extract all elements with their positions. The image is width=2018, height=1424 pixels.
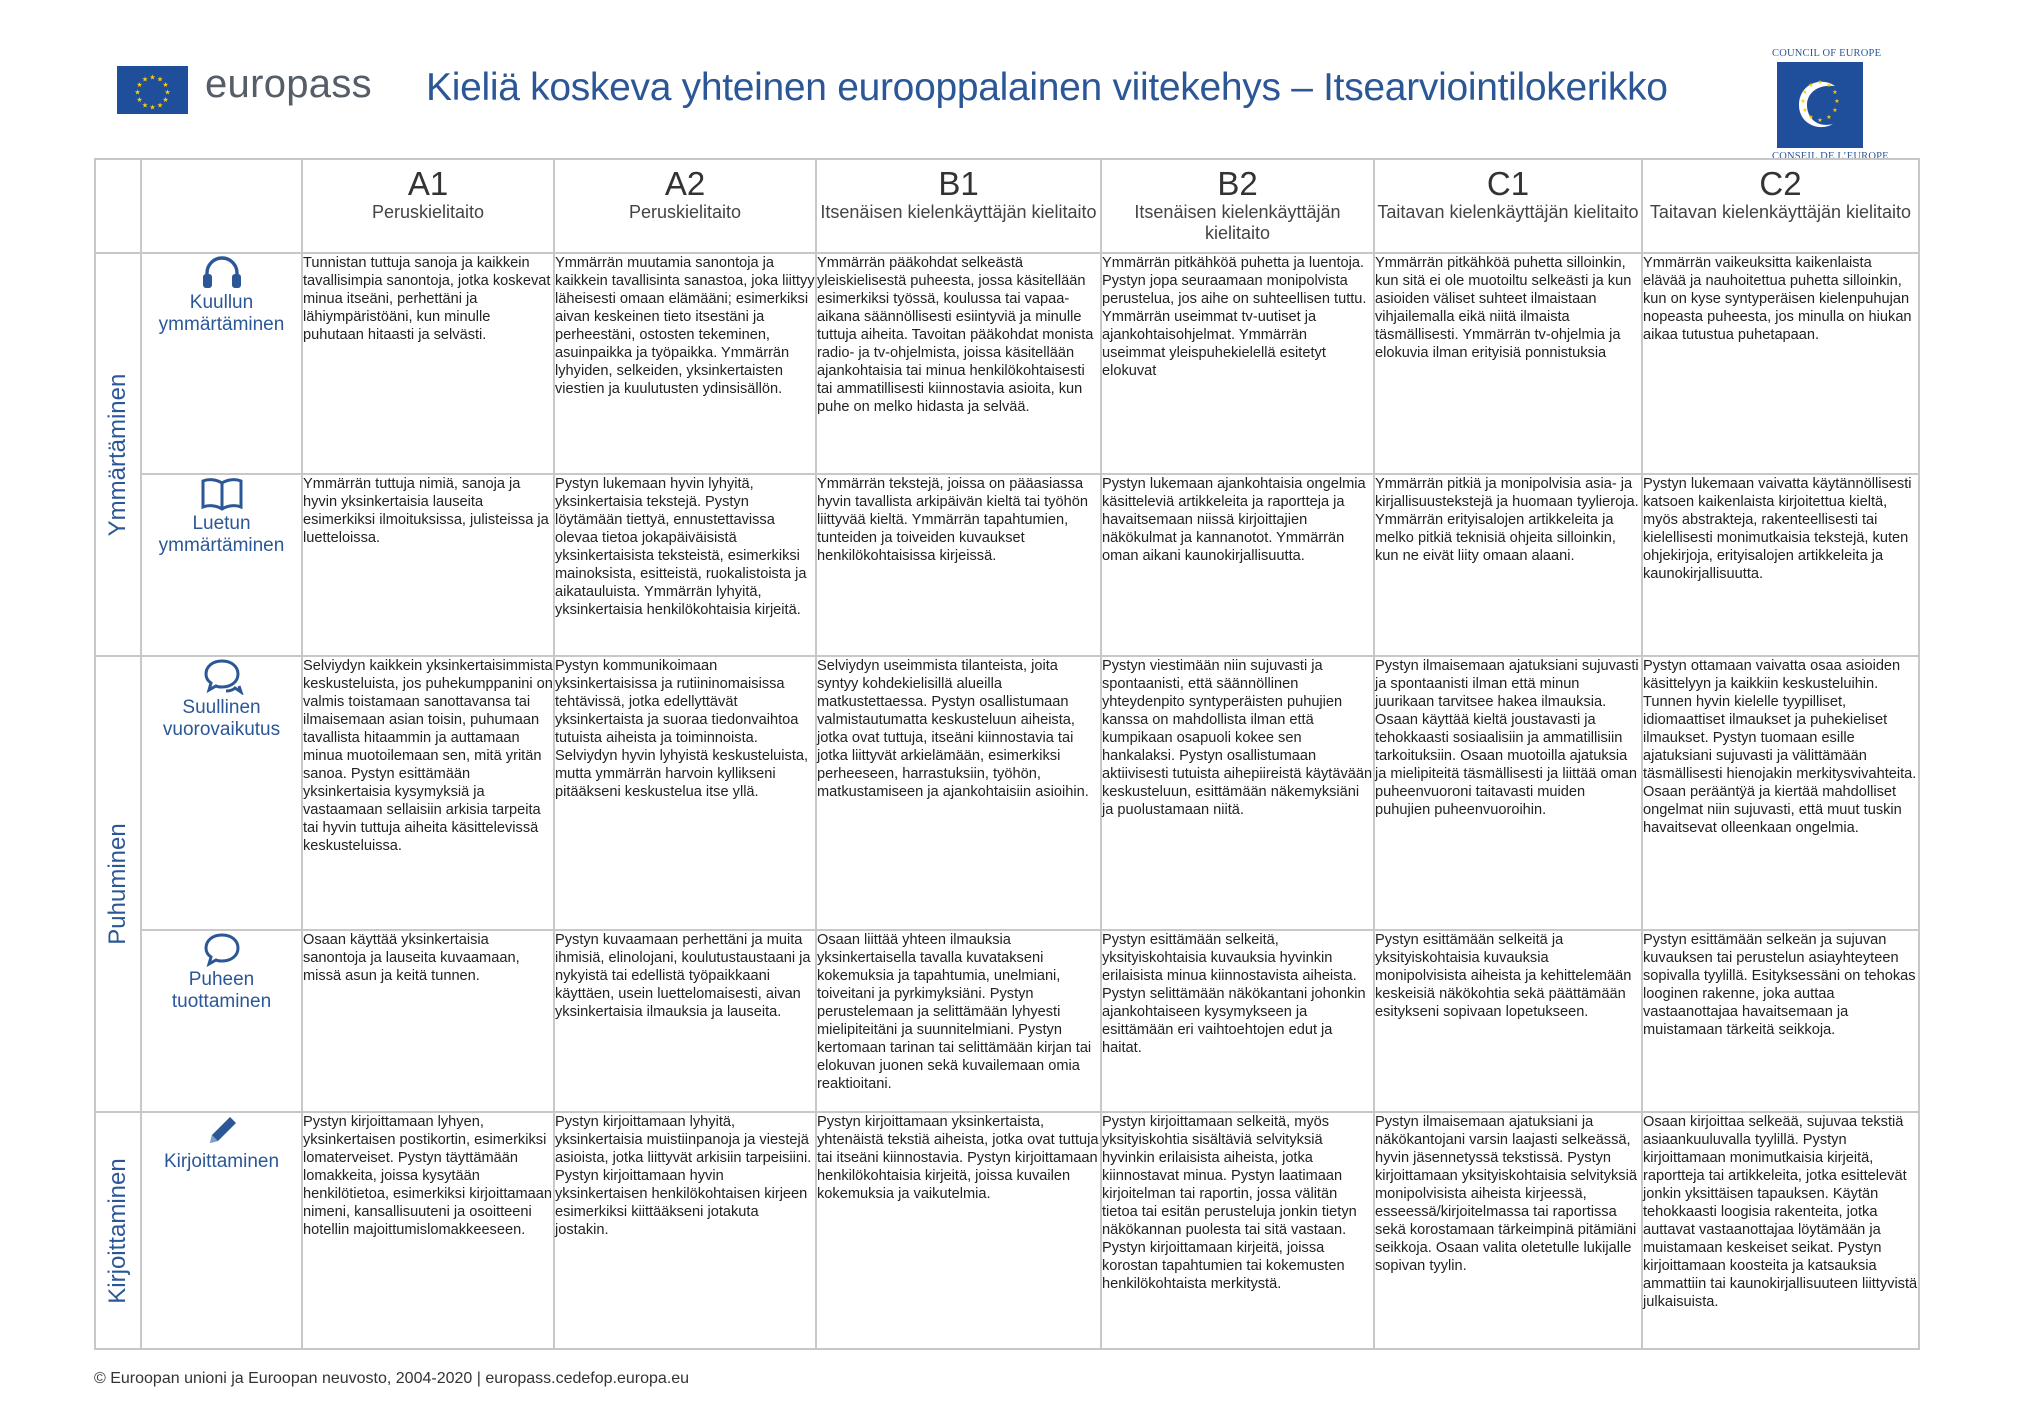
- descriptor-cell: Pystyn kuvaamaan perhettäni ja muita ihmisiä, elinolojani, koulutustaustaani ja nykyistä tai edellistä työpaikkaani käyttäen, usein luettelomaisesti, aivan yksinkertaisia ilmauksia ja lauseita.: [554, 930, 816, 1112]
- level-header-row: [95, 159, 1919, 253]
- svg-text:★: ★: [141, 101, 149, 110]
- svg-text:★: ★: [162, 81, 169, 89]
- skill-spoken-interaction: [141, 656, 302, 930]
- council-of-europe-logo: [1772, 48, 1889, 162]
- level-header-a2: [554, 159, 816, 253]
- svg-text:★: ★: [1817, 117, 1823, 124]
- svg-text:★: ★: [1817, 79, 1823, 86]
- descriptor-cell: Ymmärrän pitkähköä puhetta silloinkin, kun sitä ei ole muotoiltu selkeästi ja kun asioiden väliset suhteet ilmaistaan vihjailemalla eikä niitä ilmaista täsmällisesti. Ymmärrän tv-ohjelmia ja elokuvia ilman erityisiä ponnistuksia: [1374, 253, 1642, 474]
- descriptor-cell: Pystyn kirjoittamaan lyhyitä, yksinkertaisia muistiinpanoja ja viestejä asioista, jotka liittyvät arkisiin tarpeisiini. Pystyn kirjoittamaan hyvin yksinkertaisen henkilökohtaisen kirjeen esimerkiksi kiittääkseni jotakuta jostakin.: [554, 1112, 816, 1349]
- svg-text:★: ★: [1800, 98, 1806, 105]
- svg-text:★: ★: [1834, 98, 1840, 105]
- skill-label: Suullinen vuorovaikutus: [162, 697, 281, 740]
- descriptor-cell: Ymmärrän pitkähköä puhetta ja luentoja. Pystyn jopa seuraamaan monipolvista perustelua, jos aihe on suhteellisen tuttu. Ymmärrän useimmat tv-uutiset ja ajankohtaisohjelmat. Ymmärrän useimmat yleispuhekielellä esitetyt elokuvat: [1101, 253, 1374, 474]
- corner-cell: [141, 159, 302, 253]
- descriptor-cell: Selviydyn kaikkein yksinkertaisimmista keskusteluista, jos puhekumppanini on valmis toistamaan sanottavansa tai ilmaisemaan asian toisin, puhumaan tavallista hitaammin ja auttamaan minua muotoilemaan sen, mitä yritän sanoa. Pystyn esittämään yksinkertaisia kysymyksiä ja vastaamaan sellaisiin arkisia tarpeita tai hyvin tuttuja aiheita käsittelevissä keskusteluissa.: [302, 656, 554, 930]
- level-header-a1: [302, 159, 554, 253]
- footer-copyright: © Euroopan unioni ja Euroopan neuvosto, 2004-2020 | europass.cedefop.europa.eu: [94, 1370, 690, 1387]
- skill-writing: [141, 1112, 302, 1349]
- descriptor-cell: Ymmärrän pääkohdat selkeästä yleiskielisestä puheesta, jossa käsitellään esimerkiksi työssä, koulussa tai vapaa-aikana säännöllisesti esiintyviä ja minulle tuttuja aiheita. Tavoitan pääkohdat monista radio- ja tv-ohjelmista, joissa käsitellään ajankohtaisia tai minua henkilökohtaisesti tai ammatillisesti kiinnostavia asioita, kun puhe on melko hidasta ja selvää.: [816, 253, 1101, 474]
- level-header-c2: [1642, 159, 1919, 253]
- svg-text:★: ★: [1832, 107, 1838, 114]
- row-reading: [95, 474, 1919, 656]
- row-spoken-production: [95, 930, 1919, 1112]
- svg-text:★: ★: [162, 96, 169, 104]
- level-label: Itsenäisen kielenkäyttäjän kielitaito: [1134, 202, 1341, 243]
- level-code: C2: [1759, 165, 1802, 202]
- descriptor-cell: Selviydyn useimmista tilanteista, joita syntyy kohdekielisillä alueilla matkustettaessa. Pystyn osallistumaan valmistautumatta keskusteluun aiheista, jotka ovat tuttuja, itseäni kiinnostavia tai jotka liittyvät arkielämään, esimerkiksi perheeseen, harrastuksiin, työhön, matkustamiseen ja ajankohtaisiin asioihin.: [816, 656, 1101, 930]
- row-spoken-interaction: [95, 656, 1919, 930]
- conversation-bubbles-icon: [200, 657, 244, 695]
- descriptor-cell: Osaan liittää yhteen ilmauksia yksinkertaisella tavalla kuvatakseni kokemuksia ja tapahtumia, unelmiani, toiveitani ja pyrkimyksiäni. Pystyn perustelemaan ja selittämään lyhyesti mielipiteitäni ja suunnitelmiani. Pystyn kertomaan tarinan tai selittämään kirjan tai elokuvan juonen sekä kuvailemaan omia reaktioitani.: [816, 930, 1101, 1112]
- europass-brand: europass: [205, 62, 372, 106]
- level-code: A1: [407, 165, 449, 202]
- corner-cell: [95, 159, 141, 253]
- level-code: B2: [1217, 165, 1258, 202]
- page-title: Kieliä koskeva yhteinen eurooppalainen viitekehys – Itsearviointilokerikko: [426, 66, 1668, 109]
- descriptor-cell: Pystyn esittämään selkeän ja sujuvan kuvauksen tai perustelun asiayhteyteen sopivalla tyylillä. Esityksessäni on tehokas looginen rakenne, joka auttaa vastaanottajaa havaitsemaan ja muistamaan tärkeitä seikkoja.: [1642, 930, 1919, 1112]
- svg-text:★: ★: [1802, 89, 1808, 96]
- level-code: C1: [1486, 165, 1530, 202]
- descriptor-cell: Pystyn esittämään selkeitä ja yksityiskohtaisia kuvauksia monipolvisista aiheista ja kehittelemään keskeisiä näkökohtia sekä päättämään esitykseni sopivaan lopetukseen.: [1374, 930, 1642, 1112]
- descriptor-cell: Pystyn ottamaan vaivatta osaa asioiden käsittelyyn ja kaikkiin keskusteluihin. Tunnen hyvin kielelle tyypilliset, idiomaattiset ilmaukset ja puhekieliset ilmaukset. Pystyn tuomaan esille ajatuksiani sujuvasti ja välittämään täsmällisesti hienojakin merkitysvivahteita. Osaan perääntÿä ja kiertää mahdolliset ongelmat niin sujuvasti, että muut tuskin havaitsevat olleenkaan ongelmia.: [1642, 656, 1919, 930]
- descriptor-cell: Ymmärrän muutamia sanontoja ja kaikkein tavallisinta sanastoa, joka liittyy läheisesti omaan elämääni; esimerkiksi aivan keskeinen tieto itsestäni ja perheestäni, ostosten tekeminen, asuinpaikka ja työpaikka. Ymmärrän lyhyiden, selkeiden, yksinkertaisten viestien ja kuulutusten ydinsisällön.: [554, 253, 816, 474]
- coe-name-en: COUNCIL OF EUROPE: [1772, 48, 1882, 59]
- group-label: Puhuminen: [104, 823, 131, 945]
- level-label: Taitavan kielenkäyttäjän kielitaito: [1377, 202, 1639, 222]
- headphones-icon: [200, 254, 244, 290]
- level-label: Peruskielitaito: [371, 202, 485, 222]
- level-label: Peruskielitaito: [628, 202, 742, 222]
- group-label: Ymmärtäminen: [104, 373, 131, 536]
- descriptor-cell: Pystyn lukemaan hyvin lyhyitä, yksinkertaisia tekstejä. Pystyn löytämään tiettyä, ennustettavissa olevaa tietoa jokapäiväisistä yksinkertaisista teksteistä, esimerkiksi mainoksista, esitteistä, ruokalistoista ja aikatauluista. Ymmärrän lyhyitä, yksinkertaisia henkilökohtaisia kirjeitä.: [554, 474, 816, 656]
- svg-text:★: ★: [1826, 114, 1832, 121]
- level-label: Taitavan kielenkäyttäjän kielitaito: [1649, 202, 1912, 222]
- svg-text:★: ★: [1802, 107, 1808, 114]
- descriptor-cell: Pystyn esittämään selkeitä, yksityiskohtaisia kuvauksia hyvinkin erilaisista minua kiinnostavista aiheista. Pystyn selittämään näkökantani johonkin ajankohtaiseen kysymykseen ja esittämään eri vaihtoehtojen edut ja haitat.: [1101, 930, 1374, 1112]
- self-assessment-grid: [94, 158, 1920, 1350]
- svg-text:★: ★: [1826, 82, 1832, 89]
- descriptor-cell: Pystyn kirjoittamaan yksinkertaista, yhtenäistä tekstiä aiheista, jotka ovat tuttuja tai itseäni kiinnostavia. Pystyn kirjoittamaan henkilökohtaisia kirjeitä, joissa kuvailen kokemuksia ja vaikutelmia.: [816, 1112, 1101, 1349]
- descriptor-cell: Ymmärrän pitkiä ja monipolvisia asia- ja kirjallisuustekstejä ja huomaan tyylieroja. Ymmärrän erityisalojen artikkeleita ja melko pitkiä teknisiä ohjeita silloinkin, kun ne eivät liity omaan alaani.: [1374, 474, 1642, 656]
- skill-spoken-production: [141, 930, 302, 1112]
- descriptor-cell: Ymmärrän vaikeuksitta kaikenlaista elävää ja nauhoitettua puhetta silloinkin, kun on kyse syntyperäisen kielenpuhujan nopeasta puheesta, jos minulla on hiukan aikaa tutustua puhetapaan.: [1642, 253, 1919, 474]
- row-writing: [95, 1112, 1919, 1349]
- svg-text:★: ★: [149, 73, 156, 82]
- descriptor-cell: Pystyn kirjoittamaan selkeitä, myös yksityiskohtia sisältäviä selvityksiä hyvinkin erilaisista aiheista, jotka kiinnostavat minua. Pystyn laatimaan kirjoitelman tai raportin, jossa välitän tietoa tai esitän perusteluja jonkin tietyn näkökannan puolesta tai sitä vastaan. Pystyn kirjoittamaan kirjeitä, joissa korostan tapahtumien tai kokemusten henkilökohtaista merkitystä.: [1101, 1112, 1374, 1349]
- descriptor-cell: Pystyn viestimään niin sujuvasti ja spontaanisti, että säännöllinen yhteydenpito syntyperäisten puhujien kanssa on mahdollista ilman että kumpikaan osapuoli kokee sen hankalaksi. Pystyn osallistumaan aktiivisesti tutuista aihepiireistä käytävään keskusteluun, esittämään näkemyksiäni ja puolustamaan niitä.: [1101, 656, 1374, 930]
- descriptor-cell: Pystyn ilmaisemaan ajatuksiani ja näkökantojani varsin laajasti selkeässä, hyvin jäsennetyssä tekstissä. Pystyn kirjoittamaan yksityiskohtaisia selvityksiä monipolvisista aiheista kirjeessä, esseessä/kirjoitelmassa tai raportissa sekä korostamaan tärkeimpinä pitämiäni seikkoja. Osaan valita oletetulle lukijalle sopivan tyylin.: [1374, 1112, 1642, 1349]
- level-code: B1: [938, 165, 979, 202]
- page-header: [0, 0, 2018, 160]
- level-label: Itsenäisen kielenkäyttäjän kielitaito: [820, 202, 1097, 222]
- open-book-icon: [199, 475, 245, 511]
- eu-flag-logo: [117, 66, 188, 114]
- svg-text:★: ★: [156, 101, 164, 110]
- group-speaking: [95, 656, 141, 1112]
- descriptor-cell: Ymmärrän tuttuja nimiä, sanoja ja hyvin yksinkertaisia lauseita esimerkiksi ilmoituksissa, julisteissa ja luetteloissa.: [302, 474, 554, 656]
- descriptor-cell: Pystyn lukemaan vaivatta käytännöllisesti katsoen kaikenlaista kirjoitettua kieltä, myös abstrakteja, rakenteellisesti tai kielellisesti monimutkaisia tekstejä, kuten ohjekirjoja, erityisalojen artikkeleita ja kaunokirjallisuutta.: [1642, 474, 1919, 656]
- group-writing: [95, 1112, 141, 1349]
- pencil-icon: [202, 1113, 242, 1149]
- level-header-b1: [816, 159, 1101, 253]
- svg-text:★: ★: [1808, 114, 1814, 121]
- skill-reading: [141, 474, 302, 656]
- skill-label: Puheen tuottaminen: [171, 969, 272, 1012]
- svg-text:★: ★: [141, 75, 149, 84]
- skill-listening: [141, 253, 302, 474]
- descriptor-cell: Pystyn kommunikoimaan yksinkertaisissa ja rutiininomaisissa tehtävissä, jotka edellyttävät yksinkertaista ja suoraa tiedonvaihtoa tutuista aiheista ja toiminnoista. Selviydyn hyvin lyhyistä keskusteluista, mutta ymmärrän harvoin kyllikseni pitääkseni keskustelua itse yllä.: [554, 656, 816, 930]
- group-label: Kirjoittaminen: [104, 1157, 131, 1304]
- descriptor-cell: Pystyn kirjoittamaan lyhyen, yksinkertaisen postikortin, esimerkiksi lomaterveiset. Pystyn täyttämään lomakkeita, joissa kysytään henkilötietoa, esimerkiksi kirjoittamaan nimeni, kansallisuuteni ja osoitteeni hotellin majoittumislomakkeeseen.: [302, 1112, 554, 1349]
- descriptor-cell: Pystyn ilmaisemaan ajatuksiani sujuvasti ja spontaanisti ilman että minun juurikaan tarvitsee hakea ilmauksia. Osaan käyttää kieltä joustavasti ja tehokkaasti sosiaalisiin ja ammatillisiin tarkoituksiin. Osaan muotoilla ajatuksia ja mielipiteitä täsmällisesti ja liittää oman puheenvuoroni taitavasti muiden puhujien puheenvuoroihin.: [1374, 656, 1642, 930]
- level-code: A2: [664, 165, 706, 202]
- level-header-b2: [1101, 159, 1374, 253]
- svg-text:★: ★: [149, 103, 156, 112]
- speech-bubble-icon: [202, 931, 242, 967]
- row-listening: [95, 253, 1919, 474]
- svg-text:★: ★: [136, 96, 143, 104]
- svg-text:★: ★: [136, 81, 143, 89]
- svg-text:★: ★: [1832, 89, 1838, 96]
- level-header-c1: [1374, 159, 1642, 253]
- skill-label: Luetun ymmärtäminen: [158, 513, 285, 556]
- svg-text:★: ★: [164, 88, 171, 97]
- descriptor-cell: Osaan kirjoittaa selkeää, sujuvaa tekstiä asiaankuuluvalla tyylillä. Pystyn kirjoittamaan monimutkaisia kirjeitä, raportteja tai artikkeleita, jotka esittelevät jonkin yksittäisen tapauksen. Käytän tehokkaasti loogisia rakenteita, jotka auttavat vastaanottajaa löytämään ja muistamaan keskeiset seikat. Pystyn kirjoittamaan koosteita ja katsauksia ammattiin tai kaunokirjallisuuteen liittyvistä julkaisuista.: [1642, 1112, 1919, 1349]
- svg-text:★: ★: [156, 75, 164, 84]
- descriptor-cell: Osaan käyttää yksinkertaisia sanontoja ja lauseita kuvaamaan, missä asun ja keitä tunnen.: [302, 930, 554, 1112]
- skill-label: Kuullun ymmärtäminen: [158, 292, 285, 335]
- svg-text:★: ★: [1808, 82, 1814, 89]
- svg-text:★: ★: [134, 88, 141, 97]
- descriptor-cell: Ymmärrän tekstejä, joissa on pääasiassa hyvin tavallista arkipäivän kieltä tai työhön liittyvää kieltä. Ymmärrän tapahtumien, tunteiden ja toiveiden kuvaukset henkilökohtaisissa kirjeissä.: [816, 474, 1101, 656]
- coe-emblem-icon: [1777, 62, 1863, 148]
- descriptor-cell: Pystyn lukemaan ajankohtaisia ongelmia käsitteleviä artikkeleita ja raportteja ja havaitsemaan niissä kirjoittajien näkökulmat ja kannanotot. Ymmärrän oman aikani kaunokirjallisuutta.: [1101, 474, 1374, 656]
- coe-name-fr: CONSEIL DE L’EUROPE: [1772, 151, 1889, 162]
- descriptor-cell: Tunnistan tuttuja sanoja ja kaikkein tavallisimpia sanontoja, jotka koskevat minua itseäni, perhettäni ja lähiympäristöäni, kun minulle puhutaan hitaasti ja selvästi.: [302, 253, 554, 474]
- skill-label: Kirjoittaminen: [163, 1151, 280, 1172]
- group-understanding: [95, 253, 141, 656]
